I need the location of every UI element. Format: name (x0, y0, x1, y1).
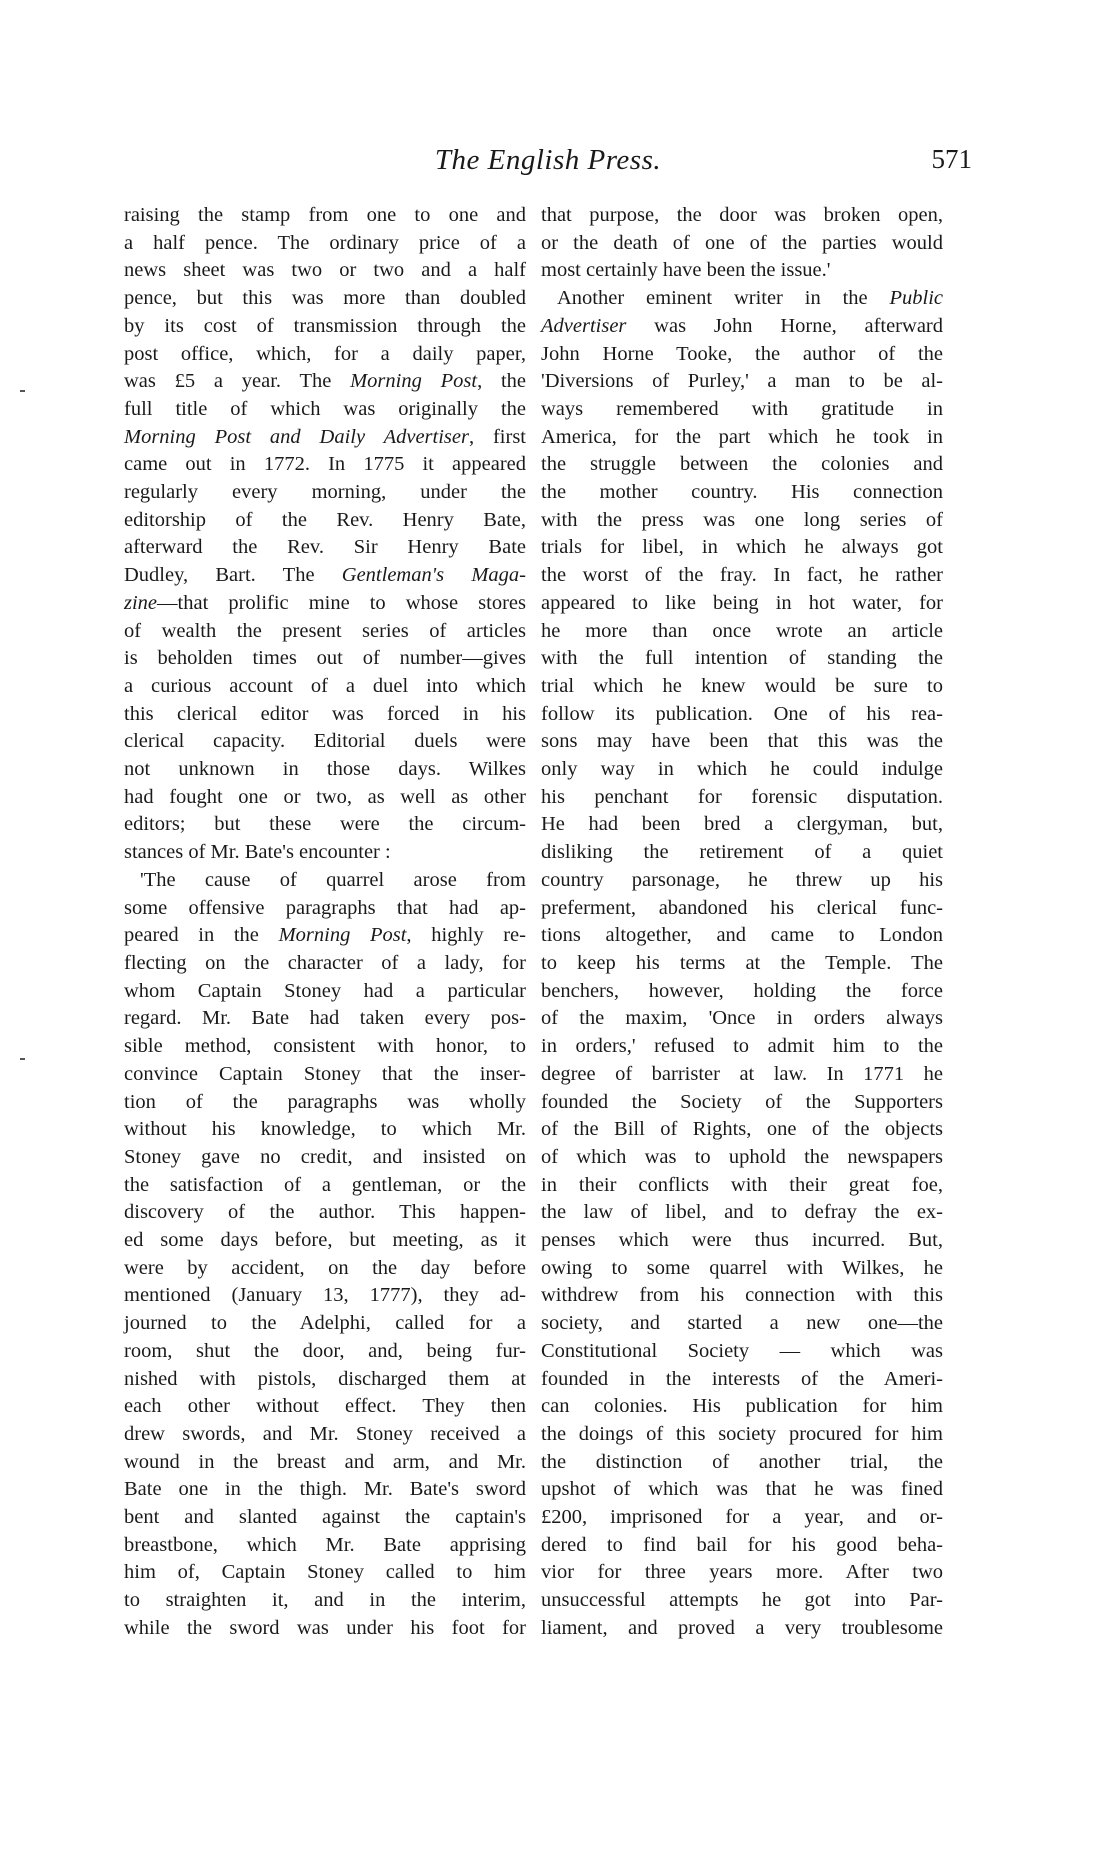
text-line (124, 368, 526, 396)
text-line (124, 978, 526, 1006)
text-line (541, 341, 943, 369)
text-line (124, 1504, 526, 1532)
line-text: news sheet was two or two and a half (124, 259, 526, 282)
line-text: Another eminent writer in the (557, 287, 890, 310)
line-text: Constitutional Society — which was (541, 1339, 943, 1362)
line-text: were by accident, on the day before (124, 1256, 526, 1279)
line-text: founded in the interests of the Ameri- (541, 1367, 943, 1390)
line-text: only way in which he could indulge (541, 758, 943, 781)
text-line (541, 1116, 943, 1144)
line-text: convince Captain Stoney that the inser- (124, 1062, 526, 1085)
line-text: John Horne Tooke, the author of the (541, 342, 943, 365)
text-line (541, 1338, 943, 1366)
text-line (541, 257, 943, 285)
line-text: drew swords, and Mr. Stoney received a (124, 1422, 526, 1445)
line-text: the doings of this society procured for him (541, 1422, 943, 1445)
line-text: in their conflicts with their great foe, (541, 1173, 943, 1196)
line-text-after: , first (468, 425, 526, 448)
text-line (124, 922, 526, 950)
line-text: pence, but this was more than doubled (124, 287, 526, 310)
text-line (541, 424, 943, 452)
text-line (124, 1061, 526, 1089)
line-text: tion of the paragraphs was wholly (124, 1090, 526, 1113)
text-line (124, 1615, 526, 1643)
line-text: sons may have been that this was the (541, 730, 943, 753)
text-line (124, 1421, 526, 1449)
text-line (124, 507, 526, 535)
text-line (541, 1421, 943, 1449)
line-text-after: , highly re- (406, 924, 526, 947)
text-line (124, 756, 526, 784)
line-text: this clerical editor was forced in his (124, 702, 526, 725)
italic-title: Public (889, 287, 943, 310)
line-text: while the sword was under his foot for (124, 1616, 526, 1639)
text-line (124, 728, 526, 756)
line-text: the law of libel, and to defray the ex- (541, 1201, 943, 1224)
text-line (124, 1199, 526, 1227)
text-line (541, 1199, 943, 1227)
line-text: afterward the Rev. Sir Henry Bate (124, 536, 526, 559)
line-text: regularly every morning, under the (124, 481, 526, 504)
margin-mark (20, 390, 25, 392)
line-text: peared in the (124, 924, 279, 947)
italic-title: Advertiser (541, 314, 627, 337)
text-line (541, 839, 943, 867)
line-text: came out in 1772. In 1775 it appeared (124, 453, 526, 476)
italic-title: Morning Post (278, 924, 407, 947)
line-text: was £5 a year. The (124, 370, 351, 393)
page-header (124, 144, 972, 184)
text-line (124, 1005, 526, 1033)
line-text: whom Captain Stoney had a particular (124, 979, 526, 1002)
text-line (124, 1033, 526, 1061)
text-line (124, 1366, 526, 1394)
italic-title: Morning Post (350, 370, 478, 393)
line-text: tions altogether, and came to London (541, 924, 943, 947)
line-text: editors; but these were the circum- (124, 813, 526, 836)
text-line (541, 396, 943, 424)
left-column (124, 202, 526, 1643)
text-line (541, 1366, 943, 1394)
line-text: without his knowledge, to which Mr. (124, 1118, 526, 1141)
text-line (541, 1587, 943, 1615)
line-text: some offensive paragraphs that had ap- (124, 896, 526, 919)
text-line (541, 1282, 943, 1310)
line-text: trial which he knew would be sure to (541, 674, 943, 697)
line-text: penses which were thus incurred. But, (541, 1229, 943, 1252)
text-line (541, 867, 943, 895)
text-line (541, 895, 943, 923)
text-line (124, 590, 526, 618)
text-line (541, 1005, 943, 1033)
line-text: of wealth the present series of articles (124, 619, 526, 642)
text-line (541, 728, 943, 756)
line-text: in orders,' refused to admit him to the (541, 1035, 943, 1058)
text-line (124, 451, 526, 479)
text-line (124, 895, 526, 923)
line-text: disliking the retirement of a quiet (541, 841, 943, 864)
line-text: dered to find bail for his good beha- (541, 1533, 943, 1556)
text-line (124, 673, 526, 701)
text-line (124, 1255, 526, 1283)
text-line (541, 950, 943, 978)
text-line (124, 202, 526, 230)
text-line (541, 313, 943, 341)
text-line (124, 1116, 526, 1144)
line-text: can colonies. His publication for him (541, 1395, 943, 1418)
line-text: to straighten it, and in the interim, (124, 1589, 526, 1612)
text-line (541, 618, 943, 646)
text-line (124, 701, 526, 729)
line-text: degree of barrister at law. In 1771 he (541, 1062, 943, 1085)
text-line (541, 784, 943, 812)
line-text: each other without effect. They then (124, 1395, 526, 1418)
line-text: mentioned (January 13, 1777), they ad- (124, 1284, 526, 1307)
text-line (124, 1449, 526, 1477)
line-text: liament, and proved a very troublesome (541, 1616, 943, 1639)
text-line (124, 1393, 526, 1421)
line-text: post office, which, for a daily paper, (124, 342, 526, 365)
text-line (124, 534, 526, 562)
line-text: discovery of the author. This happen- (124, 1201, 526, 1224)
text-line (124, 424, 526, 452)
text-line (124, 396, 526, 424)
text-line (541, 701, 943, 729)
text-line (124, 950, 526, 978)
line-text: bent and slanted against the captain's (124, 1506, 526, 1529)
line-text: Bate one in the thigh. Mr. Bate's sword (124, 1478, 526, 1501)
text-line (541, 645, 943, 673)
line-text: to keep his terms at the Temple. The (541, 951, 943, 974)
text-line (541, 368, 943, 396)
line-text: had fought one or two, as well as other (124, 785, 526, 808)
line-text: founded the Society of the Supporters (541, 1090, 943, 1113)
line-text: is beholden times out of number—gives (124, 647, 526, 670)
line-text: most certainly have been the issue.' (541, 259, 831, 282)
text-line (124, 811, 526, 839)
line-text: with the full intention of standing the (541, 647, 943, 670)
text-line (124, 1172, 526, 1200)
line-text: with the press was one long series of (541, 508, 943, 531)
text-line (541, 1172, 943, 1200)
line-text: not unknown in those days. Wilkes (124, 758, 526, 781)
line-text: the mother country. His connection (541, 481, 943, 504)
line-text: him of, Captain Stoney called to him (124, 1561, 526, 1584)
text-line (541, 1255, 943, 1283)
line-text: the worst of the fray. In fact, he rather (541, 564, 943, 587)
line-text: by its cost of transmission through the (124, 314, 526, 337)
line-text: £200, imprisoned for a year, and or- (541, 1506, 943, 1529)
line-text: stances of Mr. Bate's encounter : (124, 841, 391, 864)
line-text: clerical capacity. Editorial duels were (124, 730, 526, 753)
line-text-after: was John Horne, afterward (626, 314, 943, 337)
line-text: 'The cause of quarrel arose from (140, 868, 526, 891)
text-line (541, 230, 943, 258)
line-text: wound in the breast and arm, and Mr. (124, 1450, 526, 1473)
running-title: The English Press. (434, 144, 662, 176)
italic-title: Gentleman's Maga- (341, 564, 526, 587)
text-line (124, 1587, 526, 1615)
line-text: withdrew from his connection with this (541, 1284, 943, 1307)
text-line (124, 1089, 526, 1117)
line-text: society, and started a new one—the (541, 1312, 943, 1335)
text-line (124, 867, 526, 895)
text-line (124, 257, 526, 285)
line-text: a half pence. The ordinary price of a (124, 231, 526, 254)
text-line (541, 1089, 943, 1117)
line-text: ed some days before, but meeting, as it (124, 1229, 526, 1252)
text-line (124, 562, 526, 590)
text-line (541, 1227, 943, 1255)
text-line (124, 285, 526, 313)
line-text: Stoney gave no credit, and insisted on (124, 1145, 526, 1168)
text-line (541, 673, 943, 701)
line-text: flecting on the character of a lady, for (124, 951, 526, 974)
italic-title: zine (124, 591, 158, 614)
line-text: regard. Mr. Bate had taken every pos- (124, 1007, 526, 1030)
line-text: sible method, consistent with honor, to (124, 1035, 526, 1058)
line-text-after: , the (477, 370, 526, 393)
line-text: preferment, abandoned his clerical func- (541, 896, 943, 919)
line-text: a curious account of a duel into which (124, 674, 526, 697)
text-line (541, 756, 943, 784)
line-text: of the Bill of Rights, one of the objects (541, 1118, 943, 1141)
text-line (541, 507, 943, 535)
text-line (124, 618, 526, 646)
text-line (541, 590, 943, 618)
line-text: full title of which was originally the (124, 397, 526, 420)
line-text: ways remembered with gratitude in (541, 397, 943, 420)
text-line (541, 1033, 943, 1061)
italic-title: Morning Post and Daily Advertiser (124, 425, 469, 448)
line-text: he more than once wrote an article (541, 619, 943, 642)
line-text: that purpose, the door was broken open, (541, 204, 943, 226)
text-line (124, 1338, 526, 1366)
text-line (541, 1449, 943, 1477)
line-text: appeared to like being in hot water, for (541, 591, 943, 614)
text-line (124, 1476, 526, 1504)
text-line (541, 562, 943, 590)
text-line (541, 1393, 943, 1421)
line-text: 'Diversions of Purley,' a man to be al- (541, 370, 943, 393)
line-text: trials for libel, in which he always got (541, 536, 943, 559)
right-column (541, 202, 943, 1643)
margin-mark (20, 1058, 25, 1060)
line-text: nished with pistols, discharged them at (124, 1367, 526, 1390)
line-text: raising the stamp from one to one and (124, 204, 526, 226)
line-text: country parsonage, he threw up his (541, 868, 943, 891)
text-line (541, 978, 943, 1006)
text-line (541, 811, 943, 839)
line-text: the distinction of another trial, the (541, 1450, 943, 1473)
line-text: vior for three years more. After two (541, 1561, 943, 1584)
line-text: breastbone, which Mr. Bate apprising (124, 1533, 526, 1556)
line-text: editorship of the Rev. Henry Bate, (124, 508, 526, 531)
text-line (541, 1476, 943, 1504)
text-line (124, 1282, 526, 1310)
text-line (541, 285, 943, 313)
line-text: owing to some quarrel with Wilkes, he (541, 1256, 943, 1279)
text-line (124, 341, 526, 369)
text-line (541, 451, 943, 479)
line-text: his penchant for forensic disputation. (541, 785, 943, 808)
line-text: of the maxim, 'Once in orders always (541, 1007, 943, 1030)
text-line (541, 922, 943, 950)
text-line (124, 784, 526, 812)
line-text: benchers, however, holding the force (541, 979, 943, 1002)
line-text: the struggle between the colonies and (541, 453, 943, 476)
line-text-after: —that prolific mine to whose stores (157, 591, 526, 614)
line-text: America, for the part which he took in (541, 425, 943, 448)
text-line (124, 1227, 526, 1255)
line-text: of which was to uphold the newspapers (541, 1145, 943, 1168)
line-text: Dudley, Bart. The (124, 564, 342, 587)
line-text: unsuccessful attempts he got into Par- (541, 1589, 943, 1612)
text-line (541, 1559, 943, 1587)
line-text: the satisfaction of a gentleman, or the (124, 1173, 526, 1196)
text-line (541, 534, 943, 562)
text-line (541, 1310, 943, 1338)
text-line (124, 645, 526, 673)
text-line (541, 1144, 943, 1172)
text-line (541, 1504, 943, 1532)
text-line (124, 313, 526, 341)
line-text: room, shut the door, and, being fur- (124, 1339, 526, 1362)
text-line (124, 230, 526, 258)
line-text: journed to the Adelphi, called for a (124, 1312, 526, 1335)
line-text: or the death of one of the parties would (541, 231, 943, 254)
text-line (124, 839, 526, 867)
text-line (124, 1144, 526, 1172)
text-line (541, 1061, 943, 1089)
text-line (124, 1310, 526, 1338)
text-line (124, 1559, 526, 1587)
line-text: He had been bred a clergyman, but, (541, 813, 943, 836)
line-text: follow its publication. One of his rea- (541, 702, 943, 725)
text-line (124, 479, 526, 507)
text-line (124, 1532, 526, 1560)
page-number: 571 (931, 144, 972, 174)
line-text: upshot of which was that he was fined (541, 1478, 943, 1501)
text-line (541, 202, 943, 230)
text-line (541, 1532, 943, 1560)
text-line (541, 479, 943, 507)
text-line (541, 1615, 943, 1643)
